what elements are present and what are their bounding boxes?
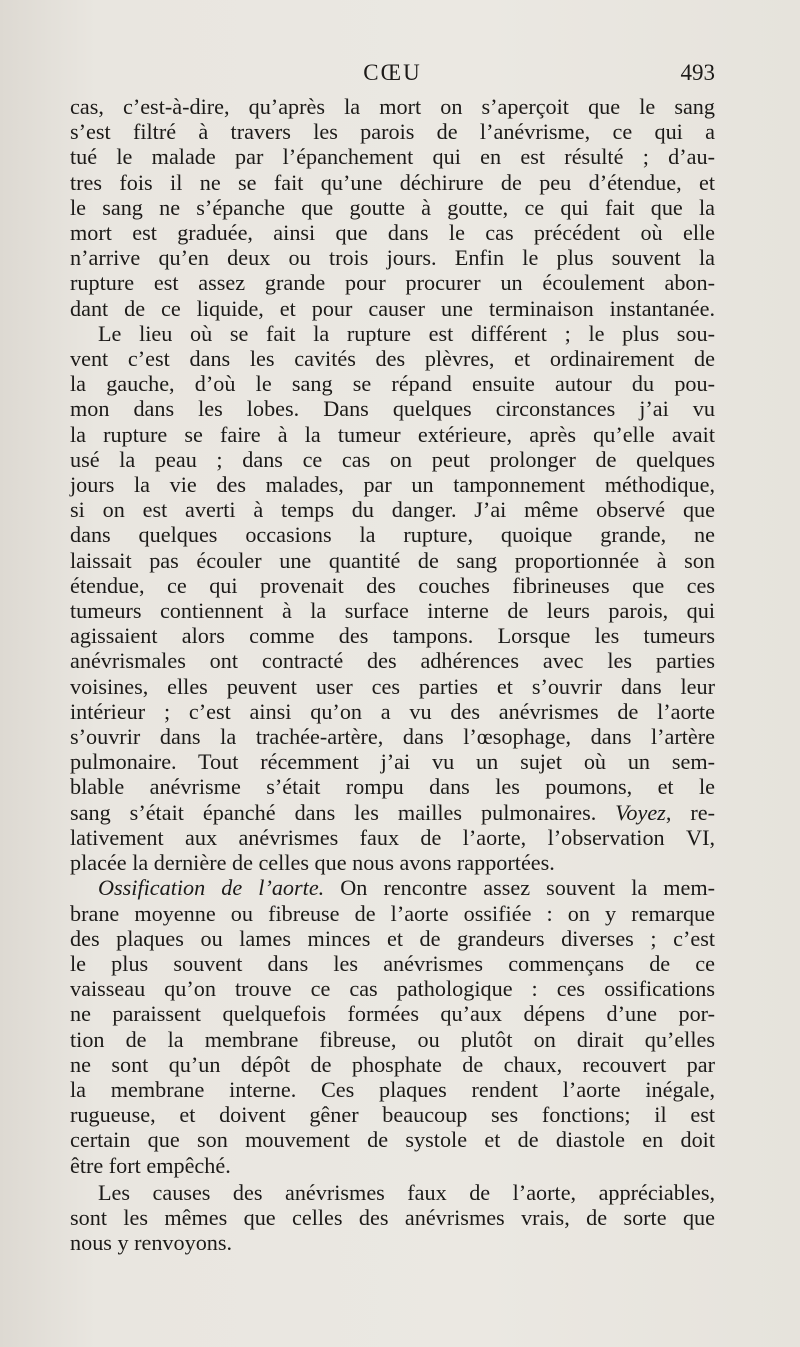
page-header [70,60,715,92]
text-line: jours la vie des malades, par un tamponnement méthodique, [70,472,715,498]
text-line: sont les mêmes que celles des anévrismes vrais, de sorte que [70,1204,715,1230]
text-line [70,825,715,850]
cross-reference: Voyez [615,799,666,825]
text-line: s’ouvrir dans la trachée-artère, dans l’œsophage, dans l’artère [70,724,715,750]
text-line: mon dans les lobes. Dans quelques circonstances j’ai vu [70,396,715,422]
text-line: dant de ce liquide, et pour causer une terminaison instantanée. [70,295,715,321]
text-line: placée la dernière de celles que nous avons rapportées. [70,850,555,876]
text-segment: On rencontre assez souvent la mem- [340,875,716,901]
text-line: laissait pas écouler une quantité de sang proportionnée à son [70,547,715,573]
text-line: n’arrive qu’en deux ou trois jours. Enfin le plus souvent la [70,245,715,271]
text-line: le plus souvent dans les anévrismes commençans de ce [70,950,715,976]
text-line: blable anévrisme s’était rompu dans les poumons, et le [70,774,715,800]
text-line: ne paraissent quelquefois formées qu’aux dépens d’une por- [70,1001,715,1027]
text-line: tion de la membrane fibreuse, ou plutôt on dirait qu’elles [70,1026,715,1052]
text-line: ne sont qu’un dépôt de phosphate de chaux, recouvert par [70,1051,715,1077]
text-line: la membrane interne. Ces plaques rendent l’aorte inégale, [70,1076,715,1102]
text-line: nous y renvoyons. [70,1230,233,1256]
paragraph [70,321,715,875]
text-line: usé la peau ; dans ce cas on peut prolonger de quelques [70,446,715,472]
text-line: tumeurs contiennent à la surface interne de leurs parois, qui [70,598,715,624]
text-line: vent c’est dans les cavités des plèvres, et ordinairement de [70,346,715,372]
text-line [70,800,715,825]
text-segment: lativement aux anévrismes faux de l’aorte, l’observation [70,824,665,850]
text-segment: , [709,824,716,850]
section-heading: Ossification de l’aorte. [98,875,325,901]
text-segment: , re- [665,799,715,825]
body-text [70,94,715,1255]
text-line: certain que son mouvement de systole et de diastole en doit [70,1127,715,1153]
text-line: s’est filtré à travers les parois de l’anévrisme, ce qui a [70,119,715,145]
text-line: Les causes des anévrismes faux de l’aorte, appréciables, [98,1179,715,1205]
text-line: anévrismales ont contracté des adhérences avec les parties [70,648,715,674]
text-line: Le lieu où se fait la rupture est différent ; le plus sou- [98,320,715,346]
text-line: être fort empêché. [70,1152,231,1178]
text-line: mort est graduée, ainsi que dans le cas précédent où elle [70,220,715,246]
text-line: brane moyenne ou fibreuse de l’aorte ossifiée : on y remarque [70,900,715,926]
text-line: la gauche, d’où le sang se répand ensuite autour du pou- [70,371,715,397]
text-line: agissaient alors comme des tampons. Lorsque les tumeurs [70,623,715,649]
paragraph [70,875,715,1177]
text-line: vaisseau qu’on trouve ce cas pathologique : ces ossifications [70,976,715,1002]
text-line: cas, c’est-à-dire, qu’après la mort on s’aperçoit que le sang [70,94,715,119]
text-line: la rupture se faire à la tumeur extérieure, après qu’elle avait [70,421,715,447]
text-segment: sang s’était épanché dans les mailles pulmonaires. [70,799,597,825]
page-number: 493 [680,60,715,85]
paragraph [70,1180,715,1256]
text-line [70,875,715,900]
text-line: le sang ne s’épanche que goutte à goutte, ce qui fait que la [70,194,715,220]
text-line: pulmonaire. Tout récemment j’ai vu un sujet où un sem- [70,749,715,775]
text-line: voisines, elles peuvent user ces parties et s’ouvrir dans leur [70,673,715,699]
text-line: rugueuse, et doivent gêner beaucoup ses fonctions; il est [70,1102,715,1128]
text-line: rupture est assez grande pour procurer un écoulement abon- [70,270,715,296]
text-line: tres fois il ne se fait qu’une déchirure de peu d’étendue, et [70,169,715,195]
paragraph [70,94,715,321]
text-line: dans quelques occasions la rupture, quoique grande, ne [70,522,715,548]
text-line: des plaques ou lames minces et de grandeurs diverses ; c’est [70,925,715,951]
text-line: tué le malade par l’épanchement qui en est résulté ; d’au- [70,144,715,170]
text-line: si on est averti à temps du danger. J’ai même observé que [70,497,715,523]
text-line: étendue, ce qui provenait des couches fibrineuses que ces [70,572,715,598]
roman-numeral: VI [686,824,710,850]
running-title: CŒU [363,60,422,85]
text-line: intérieur ; c’est ainsi qu’on a vu des anévrismes de l’aorte [70,698,715,724]
